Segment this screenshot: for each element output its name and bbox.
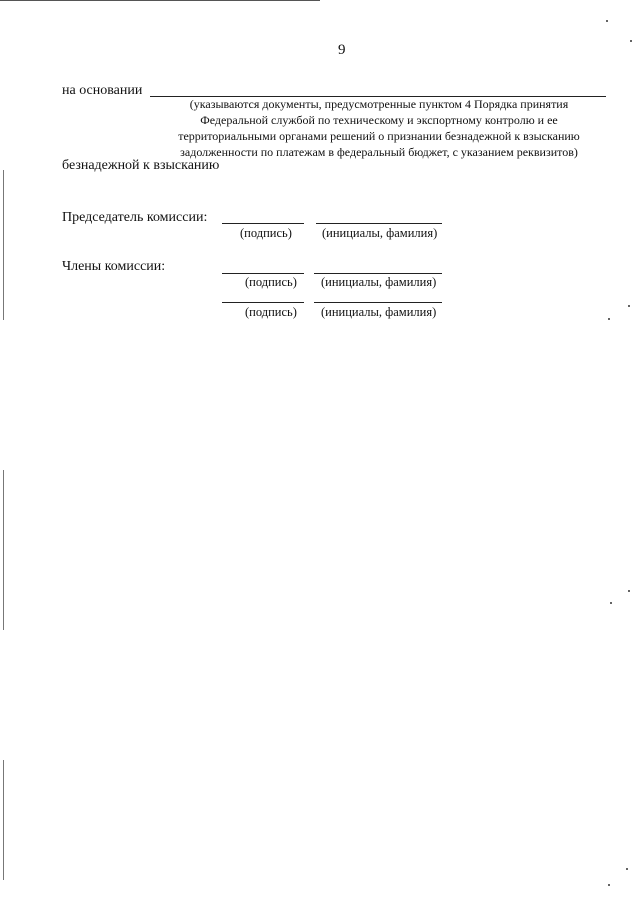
scan-speck [608, 884, 610, 886]
scan-left-edge [3, 760, 4, 880]
scan-speck [626, 868, 628, 870]
chairman-name-caption: (инициалы, фамилия) [322, 226, 438, 240]
scan-top-edge [0, 0, 320, 1]
scan-speck [606, 20, 608, 22]
basis-note-line: (указываются документы, предусмотренные пунктом 4 Порядка принятия [189, 97, 569, 111]
chairman-name-line [316, 223, 442, 224]
chairman-label: Председатель комиссии: [62, 210, 208, 225]
member-signature-line [222, 302, 304, 303]
member-name-line [314, 273, 442, 274]
member-signature-caption: (подпись) [245, 275, 297, 289]
scan-left-edge [3, 470, 4, 630]
member-name-line [314, 302, 442, 303]
members-label: Члены комиссии: [62, 259, 166, 274]
member-signature-caption: (подпись) [245, 305, 297, 319]
member-signature-line [222, 273, 304, 274]
chairman-signature-caption: (подпись) [240, 226, 292, 240]
scan-left-edge [3, 170, 4, 320]
scan-speck [608, 318, 610, 320]
chairman-signature-line [222, 223, 304, 224]
member-name-caption: (инициалы, фамилия) [321, 275, 437, 289]
scan-speck [628, 305, 630, 307]
scan-speck [630, 40, 632, 42]
basis-note-line: Федеральной службой по техническому и экспортному контролю и ее [200, 113, 558, 127]
scan-speck [628, 590, 630, 592]
basis-continuation: безнадежной к взысканию [62, 158, 220, 173]
basis-note-line: задолженности по платежам в федеральный бюджет, с указанием реквизитов) [180, 145, 578, 159]
basis-label: на основании [62, 83, 143, 98]
page-number: 9 [338, 42, 346, 58]
scan-speck [610, 602, 612, 604]
member-name-caption: (инициалы, фамилия) [321, 305, 437, 319]
basis-note-line: территориальными органами решений о признании безнадежной к взысканию [178, 129, 580, 143]
